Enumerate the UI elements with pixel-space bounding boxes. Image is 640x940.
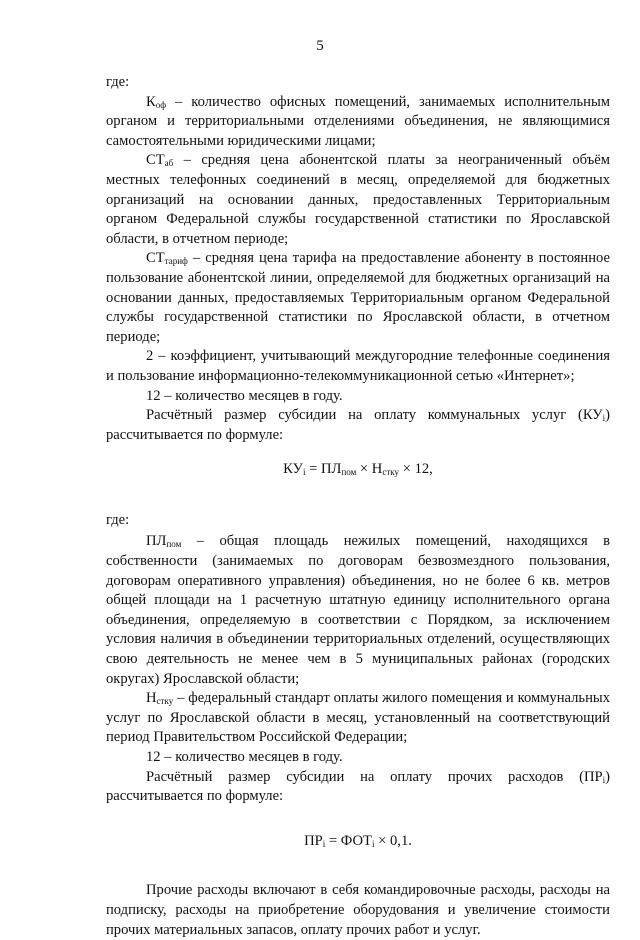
pr-formula-lhs: ПР bbox=[304, 832, 323, 849]
symbol-n: Н bbox=[146, 690, 157, 707]
symbol-pl: ПЛ bbox=[146, 533, 167, 550]
subscript-tarif: тариф bbox=[164, 256, 188, 267]
pr-intro-subscript: i bbox=[602, 774, 606, 785]
definition-pl-pom-text: – общая площадь нежилых помещений, находящихся в собственности (занимаемых по договорам безвозмездного пользования, договорам оперативного управления) объединения, но не более 6 кв. метров общей площади на 1 расчетную штатную единицу исполнительного органа объединения, определяемую в соответствии с Порядком, за исключением условия наличия в объединении территориальных отделений, осуществляющих свою деятельность не менее чем в 5 муниципальных районах (городских округах) Ярославской области; bbox=[106, 533, 610, 687]
ku-formula-pl-sub: пом bbox=[341, 467, 357, 478]
pr-formula-lhs-sub: i bbox=[322, 838, 326, 849]
subscript-stku: стку bbox=[156, 696, 174, 707]
ku-intro-subscript: i bbox=[602, 413, 606, 424]
ku-formula-lhs-sub: i bbox=[302, 467, 306, 478]
definition-n-stku-text: – федеральный стандарт оплаты жилого помещения и коммунальных услуг по Ярославской области в месяц, установленный на соответствующий период Правительством Российской Федерации; bbox=[106, 690, 610, 746]
pr-formula-fot-sub: i bbox=[371, 838, 375, 849]
where-label-1: где: bbox=[106, 74, 130, 90]
definition-coefficient-2: 2 – коэффициент, учитывающий междугородние телефонные соединения и пользование информационно-телекоммуникационной сетью «Интернет»; bbox=[106, 348, 610, 384]
pr-intro bbox=[106, 768, 610, 807]
pr-formula-rest: × 0,1. bbox=[374, 832, 412, 849]
definition-months-12-ku: 12 – количество месяцев в году. bbox=[146, 749, 343, 765]
ku-formula-lhs: КУ bbox=[283, 461, 303, 478]
definition-months-12: 12 – количество месяцев в году. bbox=[146, 387, 343, 404]
where-label-2: где: bbox=[106, 511, 130, 528]
pr-intro-start: Расчётный размер субсидии на оплату прочих расходов (ПР bbox=[146, 768, 603, 785]
ku-formula-times: × Н bbox=[356, 461, 383, 478]
subscript-of: оф bbox=[155, 99, 167, 110]
ku-intro bbox=[106, 406, 610, 445]
definition-k-of-text: – количество офисных помещений, занимаемых исполнительным органом и территориальными отделениями объединения, не являющимися самостоятельными юридическими лицами; bbox=[106, 93, 610, 149]
pr-formula-eq: = ФОТ bbox=[325, 832, 372, 849]
ku-intro-start: Расчётный размер субсидии на оплату коммунальных услуг (КУ bbox=[146, 407, 603, 424]
subscript-pom: пом bbox=[166, 539, 182, 550]
symbol-st-tarif: СТ bbox=[146, 250, 165, 267]
definition-n-stku bbox=[106, 689, 610, 748]
definition-st-ab-text: – средняя цена абонентской платы за неограниченный объём местных телефонных соединений в месяц, определяемой для бюджетных организаций на основании данных, предоставленных Территориальным органом Федеральной службы государственной статистики по Ярославской области, в отчетном периоде; bbox=[106, 152, 610, 247]
definition-st-ab bbox=[106, 151, 610, 249]
definition-st-tarif-text: – средняя цена тарифа на предоставление абоненту в постоянное пользование абонентской линии, определяемой для бюджетных организаций на основании данных, предоставляемых Территориальным органом Федеральной службы государственной статистики по Ярославской области, в отчетном периоде; bbox=[106, 250, 610, 345]
definition-k-of bbox=[106, 93, 610, 152]
symbol-k: К bbox=[146, 93, 156, 110]
symbol-st: СТ bbox=[146, 152, 165, 169]
pr-intro-end: ) рассчитывается по формуле: bbox=[106, 768, 610, 805]
definition-st-tarif bbox=[106, 249, 610, 347]
ku-formula bbox=[106, 460, 610, 480]
ku-formula-rest: × 12, bbox=[399, 461, 433, 478]
pr-formula bbox=[106, 832, 610, 852]
definition-pl-pom bbox=[106, 532, 610, 689]
pr-closing-paragraph: Прочие расходы включают в себя командировочные расходы, расходы на подписку, расходы на приобретение оборудования и увеличение стоимости прочих материальных запасов, оплату прочих работ и услуг. bbox=[106, 882, 610, 938]
page-number: 5 bbox=[316, 38, 324, 54]
ku-formula-eq: = ПЛ bbox=[305, 461, 342, 478]
ku-intro-end: ) рассчитывается по формуле: bbox=[106, 407, 610, 443]
document-body bbox=[106, 73, 610, 940]
ku-formula-n-sub: стку bbox=[382, 467, 400, 478]
subscript-ab: аб bbox=[164, 158, 174, 169]
